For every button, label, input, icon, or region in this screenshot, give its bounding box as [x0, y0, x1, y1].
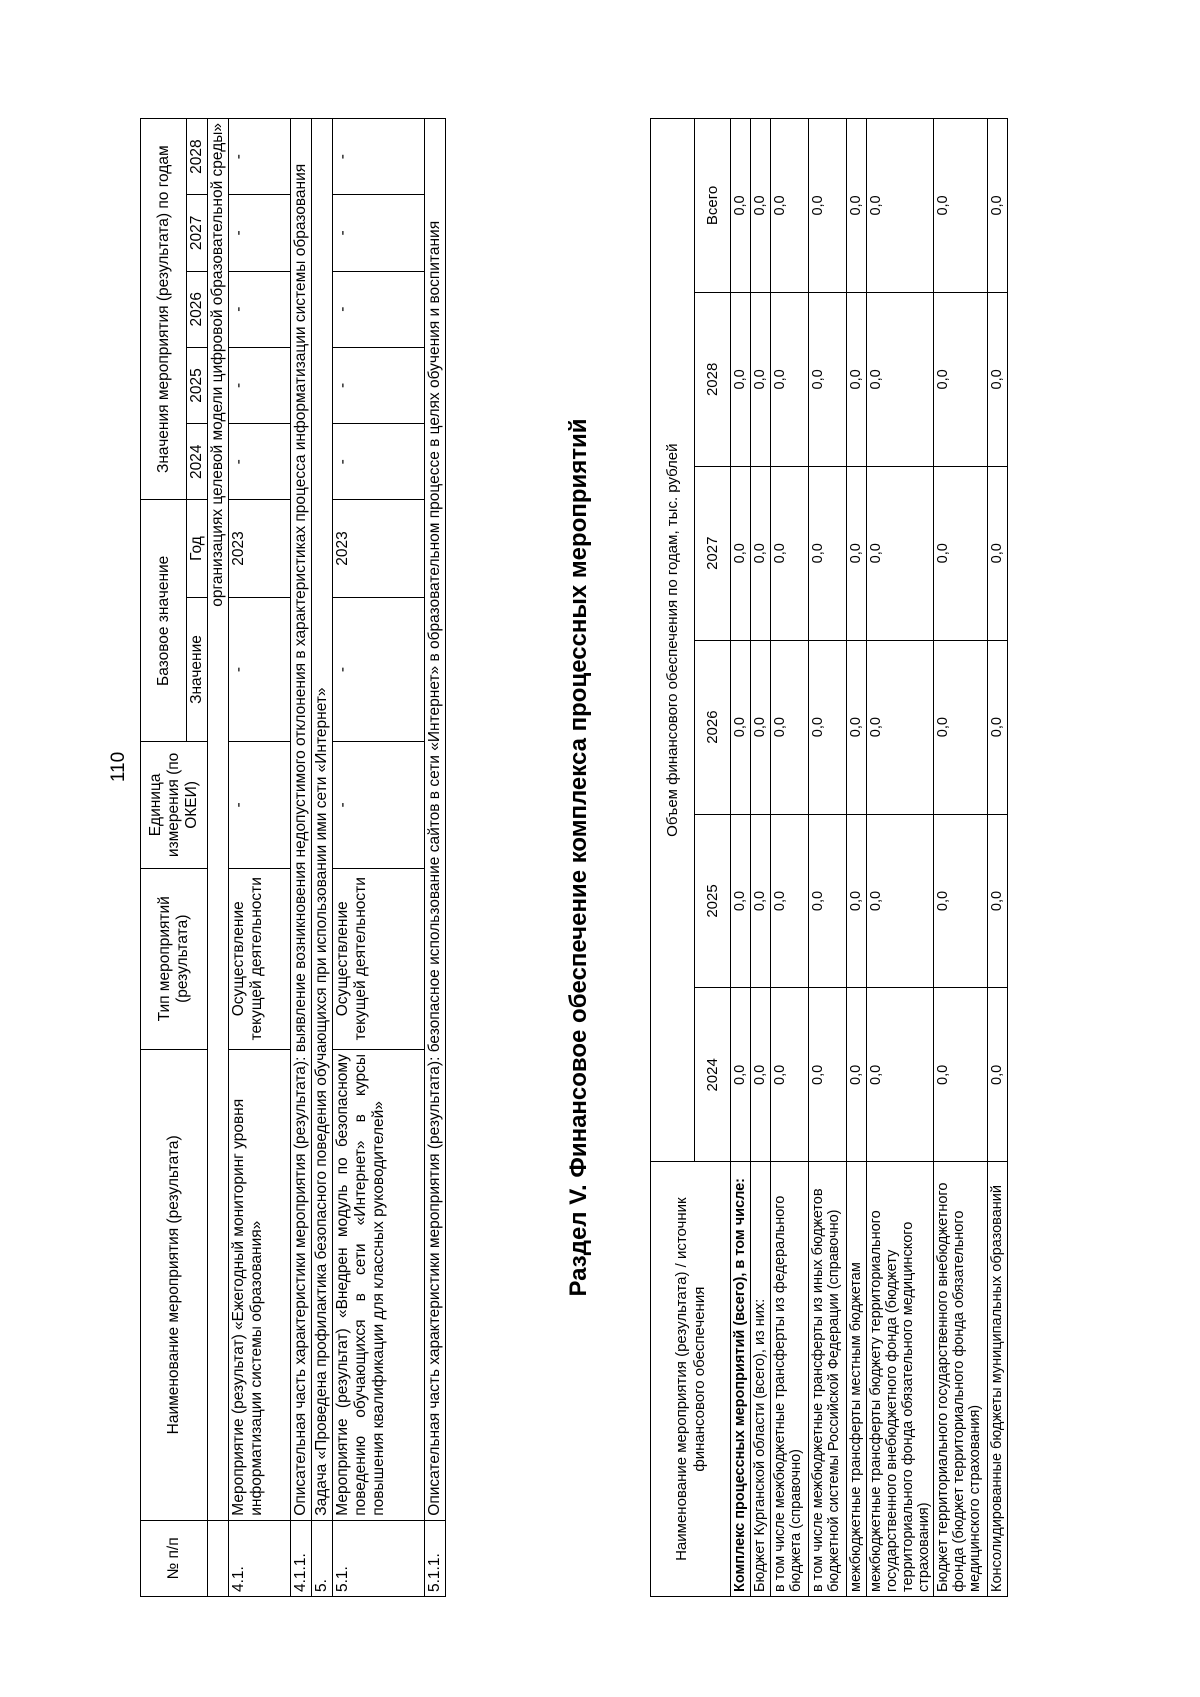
header-num: № п/п	[141, 1520, 208, 1596]
fin-cell: 0,0	[934, 466, 988, 640]
fin-cell: 0,0	[847, 988, 867, 1162]
fin-cell: 0,0	[731, 814, 751, 988]
fin-header-name: Наименование мероприятия (результата) / источник финансового обеспечения	[651, 1162, 731, 1597]
table-row	[771, 119, 809, 1597]
row-51-2028: -	[333, 119, 425, 195]
fin-row-name: межбюджетные трансферты бюджету территориального государственного внебюджетного фонда (бюджету территориального фонда обязательного медицинского страхования)	[867, 1162, 934, 1597]
header-year-2025: 2025	[187, 347, 208, 423]
fin-cell: 0,0	[934, 988, 988, 1162]
fin-row-name: в том числе межбюджетные трансферты из федерального бюджета (справочно)	[771, 1162, 809, 1597]
row-511-text: Описательная часть характеристики мероприятия (результата): безопасное использование сайтов в сети «Интернет» в образовательном процессе в целях обучения и воспитания	[425, 119, 446, 1521]
fin-cell: 0,0	[731, 466, 751, 640]
fin-cell: 0,0	[867, 119, 934, 293]
fin-cell: 0,0	[731, 988, 751, 1162]
fin-col-5: Всего	[695, 119, 731, 293]
fin-cell: 0,0	[751, 292, 771, 466]
fin-cell: 0,0	[867, 292, 934, 466]
fin-cell: 0,0	[934, 119, 988, 293]
table-row	[847, 119, 867, 1597]
header-unit: Единица измерения (по ОКЕИ)	[141, 742, 208, 868]
fin-cell: 0,0	[988, 814, 1008, 988]
table-row	[731, 119, 751, 1597]
row-41-2025: -	[229, 347, 291, 423]
row-5-text: Задача «Проведена профилактика безопасного поведения обучающихся при использовании ими сети «Интернет»	[312, 119, 333, 1521]
row-41-type: Осуществление текущей деятельности	[229, 868, 291, 1049]
row-411-num: 4.1.1.	[291, 1520, 312, 1596]
fin-row-name: в том числе межбюджетные трансферты из иных бюджетов бюджетной системы Российской Федерации (справочно)	[809, 1162, 847, 1597]
fin-header-volume: Объем финансового обеспечения по годам, тыс. рублей	[651, 119, 695, 1162]
fin-cell: 0,0	[988, 466, 1008, 640]
row-41-unit: -	[229, 742, 291, 868]
fin-cell: 0,0	[751, 640, 771, 814]
table-row	[751, 119, 771, 1597]
row-41-2026: -	[229, 271, 291, 347]
row-41-2028: -	[229, 119, 291, 195]
fin-row-name: Бюджет Курганской области (всего), из них:	[751, 1162, 771, 1597]
fin-cell: 0,0	[809, 640, 847, 814]
fin-cell: 0,0	[809, 814, 847, 988]
row-51-2027: -	[333, 195, 425, 271]
fin-cell: 0,0	[771, 466, 809, 640]
row-41-base-year: 2023	[229, 500, 291, 597]
row-51-base-year: 2023	[333, 500, 425, 597]
fin-cell: 0,0	[988, 119, 1008, 293]
row-5-num: 5.	[312, 1520, 333, 1596]
fin-cell: 0,0	[988, 640, 1008, 814]
row-51-2026: -	[333, 271, 425, 347]
table-row	[988, 119, 1008, 1597]
fin-cell: 0,0	[867, 814, 934, 988]
header-year-2028: 2028	[187, 119, 208, 195]
row-51-name: Мероприятие (результат) «Внедрен модуль по безопасному поведению обучающихся в сети «Интернет» в курсы повышения квалификации для классных руководителей»	[333, 1049, 425, 1520]
fin-row-name: Комплекс процессных мероприятий (всего), в том числе:	[731, 1162, 751, 1597]
row-51-num: 5.1.	[333, 1520, 425, 1596]
fin-cell: 0,0	[934, 814, 988, 988]
fin-cell: 0,0	[847, 292, 867, 466]
row-51-base-value: -	[333, 597, 425, 742]
row-41-2024: -	[229, 424, 291, 500]
row-41-base-value: -	[229, 597, 291, 742]
fin-row-name: межбюджетные трансферты местным бюджетам	[847, 1162, 867, 1597]
row-41-2027: -	[229, 195, 291, 271]
section-heading: Раздел V. Финансовое обеспечение комплекса процессных мероприятий	[565, 418, 592, 1297]
fin-col-3: 2027	[695, 466, 731, 640]
fin-cell: 0,0	[867, 988, 934, 1162]
row-51-2024: -	[333, 424, 425, 500]
fin-cell: 0,0	[751, 988, 771, 1162]
fin-cell: 0,0	[934, 640, 988, 814]
table-row	[867, 119, 934, 1597]
fin-cell: 0,0	[751, 119, 771, 293]
fin-cell: 0,0	[771, 640, 809, 814]
fin-col-0: 2024	[695, 988, 731, 1162]
row-41-num: 4.1.	[229, 1520, 291, 1596]
fin-col-4: 2028	[695, 292, 731, 466]
fin-col-1: 2025	[695, 814, 731, 988]
header-year-2026: 2026	[187, 271, 208, 347]
table-row	[934, 119, 988, 1597]
financing-table	[650, 118, 1008, 1597]
fin-cell: 0,0	[867, 466, 934, 640]
row-51-2025: -	[333, 347, 425, 423]
row-51-unit: -	[333, 742, 425, 868]
header-year-2027: 2027	[187, 195, 208, 271]
span-row-text: организациях целевой модели цифровой образовательной среды»	[208, 119, 229, 1521]
fin-cell: 0,0	[731, 640, 751, 814]
fin-cell: 0,0	[809, 292, 847, 466]
fin-cell: 0,0	[751, 466, 771, 640]
page-number: 110	[108, 751, 129, 783]
header-type: Тип мероприятий (результата)	[141, 868, 208, 1049]
row-511-num: 5.1.1.	[425, 1520, 446, 1596]
table-row	[809, 119, 847, 1597]
fin-cell: 0,0	[809, 119, 847, 293]
fin-cell: 0,0	[934, 292, 988, 466]
fin-cell: 0,0	[847, 119, 867, 293]
row-41-name: Мероприятие (результат) «Ежегодный мониторинг уровня информатизации системы образования»	[229, 1049, 291, 1520]
fin-cell: 0,0	[751, 814, 771, 988]
fin-row-name: Бюджет территориального государственного внебюджетного фонда (бюджет территориального фонда обязательного медицинского страхования)	[934, 1162, 988, 1597]
header-name: Наименование мероприятия (результата)	[141, 1049, 208, 1520]
row-411-text: Описательная часть характеристики мероприятия (результата): выявление возникновения недопустимого отклонения в характеристиках процесса информатизации системы образования	[291, 119, 312, 1521]
fin-cell: 0,0	[771, 814, 809, 988]
fin-cell: 0,0	[809, 988, 847, 1162]
row-51-type: Осуществление текущей деятельности	[333, 868, 425, 1049]
header-values: Значения мероприятия (результата) по годам	[141, 119, 187, 500]
fin-cell: 0,0	[847, 814, 867, 988]
fin-col-2: 2026	[695, 640, 731, 814]
header-base-year: Год	[187, 500, 208, 597]
fin-row-name: Консолидированные бюджеты муниципальных образований	[988, 1162, 1008, 1597]
fin-cell: 0,0	[731, 292, 751, 466]
fin-cell: 0,0	[847, 640, 867, 814]
header-base-value: Значение	[187, 597, 208, 742]
fin-cell: 0,0	[731, 119, 751, 293]
fin-cell: 0,0	[847, 466, 867, 640]
fin-cell: 0,0	[771, 292, 809, 466]
fin-cell: 0,0	[867, 640, 934, 814]
fin-cell: 0,0	[988, 292, 1008, 466]
fin-cell: 0,0	[988, 988, 1008, 1162]
fin-cell: 0,0	[771, 119, 809, 293]
fin-cell: 0,0	[809, 466, 847, 640]
header-base: Базовое значение	[141, 500, 187, 742]
activities-table	[140, 118, 446, 1597]
header-year-2024: 2024	[187, 424, 208, 500]
fin-cell: 0,0	[771, 988, 809, 1162]
